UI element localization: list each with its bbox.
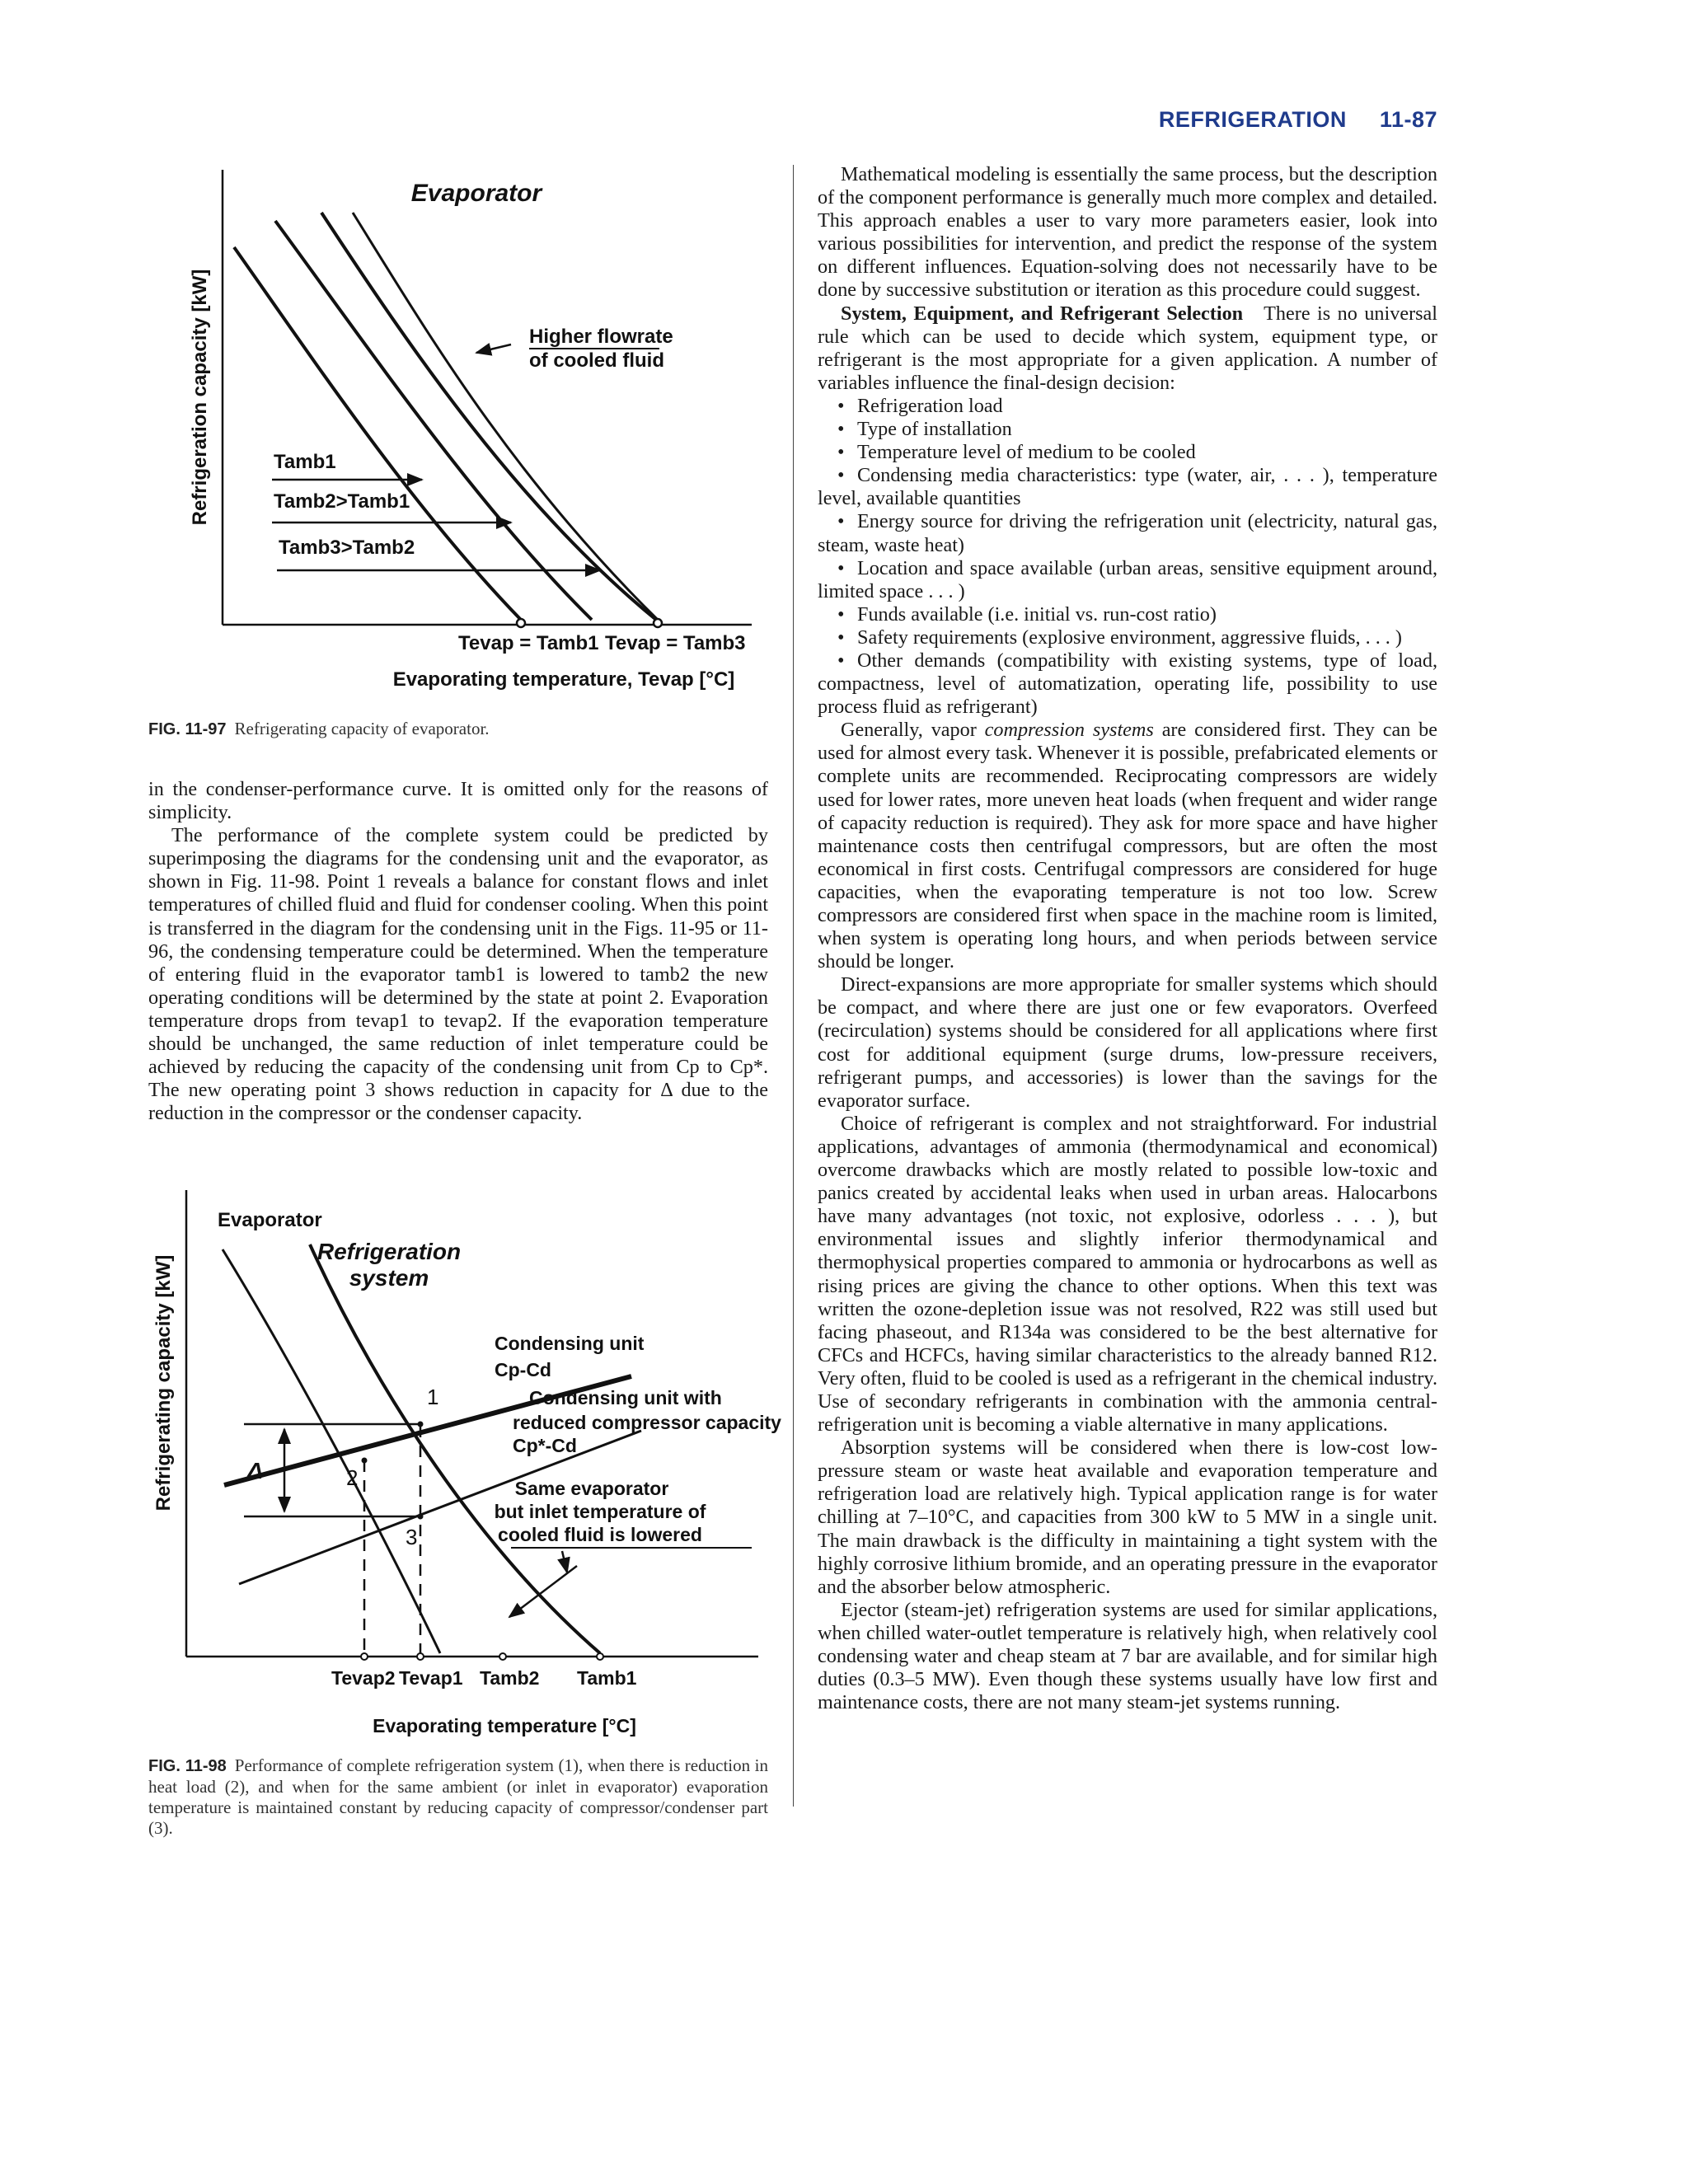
fig98-point-1-dot bbox=[418, 1422, 424, 1427]
fig98-title-line2: system bbox=[349, 1265, 429, 1291]
list-item: • Energy source for driving the refrigeration unit (electricity, natural gas, steam, waste heat) bbox=[818, 510, 1437, 556]
list-item: • Refrigeration load bbox=[837, 394, 1003, 417]
fig97-note-line2: of cooled fluid bbox=[529, 349, 664, 372]
list-item: • Type of installation bbox=[837, 418, 1012, 441]
running-header bbox=[1159, 107, 1437, 133]
fig98-x-label: Evaporating temperature [°C] bbox=[373, 1715, 636, 1736]
fig97-label-tamb3: Tamb3>Tamb2 bbox=[279, 537, 415, 559]
fig97-title: Evaporator bbox=[410, 180, 542, 207]
right-paragraph-3: Generally, vapor compression systems are considered first. They can be used for almost every task. Whenever it is possible, prefabricated elements or complete units are recommended. Reciprocating compressors are widely used for lower rates, more uneven heat loads (when frequent and wider range of capacity reduction is required). They ask for more space and have higher maintenance costs then centrifugal compressors, but are often the most economical in first costs. Centrifugal compressors are considered for huge capacities, when the evaporating temperature is not too low. Screw compressors are considered first when space in the machine room is limited, when system is operating long hours, and when periods between service should be longer. bbox=[818, 719, 1438, 973]
fig98-same-evap-line1: Same evaporator bbox=[514, 1478, 669, 1499]
list-item: • Other demands (compatibility with existing systems, type of load, compactness, level of automatization, operating life, possibility to use process fluid as refrigerant) bbox=[818, 649, 1437, 719]
left-column-text bbox=[148, 778, 768, 1125]
fig98-tick-dot-tevap1 bbox=[417, 1653, 424, 1660]
fig98-reduced-line3: Cp*-Cd bbox=[513, 1435, 577, 1456]
fig97-label-tamb1: Tamb1 bbox=[274, 451, 336, 473]
fig97-caption-label: FIG. 11-97 bbox=[148, 720, 227, 738]
right-paragraph-2 bbox=[818, 302, 1437, 395]
fig98-point-3: 3 bbox=[406, 1525, 418, 1549]
left-paragraph-1: in the condenser-performance curve. It is omitted only for the reasons of simplicity. bbox=[148, 778, 768, 824]
fig98-tick-tevap1: Tevap1 bbox=[399, 1667, 463, 1689]
fig98-tick-dot-tamb2 bbox=[499, 1653, 506, 1660]
emphasis-compression-systems: compression systems bbox=[984, 719, 1154, 742]
fig98-lowered-arrow-2 bbox=[562, 1551, 567, 1572]
list-item: • Location and space available (urban areas, sensitive equipment around, limited space . . . ) bbox=[818, 556, 1437, 602]
fig97-caption-text: Refrigerating capacity of evaporator. bbox=[234, 719, 490, 738]
fig98-tick-dot-tamb1 bbox=[597, 1653, 603, 1660]
page-number: 11-87 bbox=[1379, 107, 1437, 132]
fig97-tick-tamb1: Tevap = Tamb1 bbox=[458, 632, 599, 654]
fig97-tick-tamb3: Tevap = Tamb3 bbox=[605, 632, 746, 654]
right-paragraph-7: Ejector (steam-jet) refrigeration systems are used for similar applications, when chilled water-outlet temperature is relatively high, when relatively cool condensing water and cheap steam at 7 bar are available, and for similar high duties (0.3–5 MW). Even though these systems usually have low first and maintenance costs, there are not many steam-jet systems running. bbox=[818, 1598, 1437, 1714]
fig97-point-tamb3 bbox=[654, 619, 662, 627]
right-column-text bbox=[818, 163, 1437, 1714]
fig98-tick-dot-tevap2 bbox=[361, 1653, 368, 1660]
left-paragraph-2: The performance of the complete system could be predicted by superimposing the diagrams for the condensing unit and the evaporator, as shown in Fig. 11-98. Point 1 reveals a balance for constant flows and inlet temperatures of chilled fluid and fluid for condenser cooling. When this point is transferred in the diagram for the condensing unit in the Figs. 11-95 or 11-96, the condensing temperature could be determined. When the temperature of entering fluid in the evaporator tamb1 is lowered to tamb2 the new operating conditions will be determined by the state at point 2. Evaporation temperature drops from tevap1 to tevap2. If the evaporation temperature should be unchanged, the same reduction of inlet temperature could be achieved by reducing the capacity of the condensing unit from Cp to Cp*. The new operating point 3 shows reduction in capacity for Δ due to the reduction in the compressor or the condenser capacity. bbox=[148, 824, 768, 1125]
fig97-y-label: Refrigeration capacity [kW] bbox=[189, 269, 211, 526]
fig97-note-line1: Higher flowrate bbox=[529, 326, 673, 348]
fig98-point-2: 2 bbox=[346, 1465, 359, 1490]
fig98-tick-tamb2: Tamb2 bbox=[480, 1667, 540, 1689]
fig98-evaporator-curve-a bbox=[223, 1249, 440, 1653]
fig98-caption bbox=[148, 1755, 768, 1839]
fig98-point-3-dot bbox=[418, 1514, 424, 1520]
fig98-cond-unit-line1: Condensing unit bbox=[495, 1333, 645, 1354]
selection-intro: There is no universal rule which can be used to decide which system, equipment type, or refrigerant is the most appropriate for a given application. A number of variables influence the final-design decision: bbox=[818, 302, 1437, 394]
fig97-label-tamb2: Tamb2>Tamb1 bbox=[274, 490, 410, 513]
right-paragraph-4: Direct-expansions are more appropriate for smaller systems which should be compact, and where there are just one or few evaporators. Overfeed (recirculation) systems should be considered for all applications where first cost for additional equipment (surge drums, low-pressure receivers, refrigerant pumps, and accessories) is lower than the savings for the evaporator surface. bbox=[818, 973, 1437, 1112]
column-divider bbox=[793, 165, 794, 1807]
fig97-higher-flow-arrow bbox=[476, 344, 511, 353]
right-paragraph-5: Choice of refrigerant is complex and not straightforward. For industrial applications, advantages of ammonia (thermodynamical and economical) overcome drawbacks which are mostly related to possible low-toxic and panics created by accidental leaks when used in urban areas. Halocarbons have many advantages (not toxic, not explosive, odorless . . . ), but environmental issues and slightly inferior thermodynamical and thermophysical properties compared to ammonia or hydrocarbons as well as rising prices are giving the chance to other options. When this text was written the ozone-depletion issue was not resolved, R22 was still used but facing phaseout, and R134a was considered to be the best alternative for CFCs and HCFCs, having similar characteristics to the already banned R12. Very often, fluid to be cooled is used as a refrigerant in the chemical industry. Use of secondary refrigerants in combination with the ammonia central-refrigeration unit is becoming a viable alternative in many applications. bbox=[818, 1112, 1437, 1436]
fig98-delta-label: Δ bbox=[247, 1458, 263, 1483]
list-item: • Safety requirements (explosive environment, aggressive fluids, . . . ) bbox=[837, 626, 1402, 649]
fig98-reduced-line1: Condensing unit with bbox=[529, 1387, 722, 1408]
fig98-point-2-dot bbox=[362, 1458, 368, 1464]
fig97-caption bbox=[148, 719, 768, 740]
fig97-point-tamb1 bbox=[517, 619, 525, 627]
fig98-same-evap-line3: cooled fluid is lowered bbox=[498, 1524, 702, 1545]
section-title: REFRIGERATION bbox=[1158, 107, 1347, 132]
list-item: • Condensing media characteristics: type (water, air, . . . ), temperature level, available quantities bbox=[818, 464, 1437, 510]
fig-11-98 bbox=[148, 1179, 781, 1736]
fig98-same-evap-line2: but inlet temperature of bbox=[494, 1501, 706, 1522]
fig98-cond-unit-line2: Cp-Cd bbox=[495, 1359, 551, 1380]
list-item: • Temperature level of medium to be cooled bbox=[837, 441, 1196, 464]
list-item: • Funds available (i.e. initial vs. run-cost ratio) bbox=[837, 602, 1217, 626]
fig98-evaporator-label: Evaporator bbox=[218, 1209, 322, 1231]
right-paragraph-6: Absorption systems will be considered when there is low-cost low-pressure steam or waste heat available and evaporation temperature and refrigeration load are relatively high. Typical application range is for water chilling at 7–10°C, and capacities from 300 kW to 5 MW in a single unit. The main drawback is the difficulty in maintaining a tight system with the highly corrosive lithium bromide, and an operating pressure in the evaporator and the absorber below atmospheric. bbox=[818, 1436, 1437, 1598]
fig98-tick-tamb1: Tamb1 bbox=[577, 1667, 637, 1689]
fig98-tick-tevap2: Tevap2 bbox=[331, 1667, 396, 1689]
right-paragraph-1: Mathematical modeling is essentially the same process, but the description of the component performance is generally much more complex and detailed. This approach enables a user to vary more parameters easier, look into various possibilities for intervention, and predict the response of the system on different influences. Equation-solving does not necessarily have to be done by successive substitution or iteration as this procedure could suggest. bbox=[818, 163, 1437, 302]
selection-bullet-list bbox=[818, 395, 1437, 719]
fig97-x-label: Evaporating temperature, Tevap [°C] bbox=[392, 668, 735, 691]
fig98-y-label: Refrigerating capacity [kW] bbox=[152, 1254, 175, 1511]
fig98-title-line1: Refrigeration bbox=[316, 1239, 462, 1264]
fig97-curve-tamb2 bbox=[275, 221, 592, 620]
fig98-caption-text: Performance of complete refrigeration system (1), when there is reduction in heat load (2), and when for the same ambient (or inlet in evaporator) evaporation temperature is maintained constant by reducing capacity of compressor/condenser part (3). bbox=[148, 1755, 768, 1838]
fig98-caption-label: FIG. 11-98 bbox=[148, 1757, 227, 1775]
fig98-point-1: 1 bbox=[427, 1385, 439, 1409]
fig-11-97 bbox=[165, 162, 775, 705]
fig98-reduced-line2: reduced compressor capacity bbox=[513, 1412, 781, 1433]
selection-subheading: System, Equipment, and Refrigerant Selection bbox=[841, 302, 1244, 325]
